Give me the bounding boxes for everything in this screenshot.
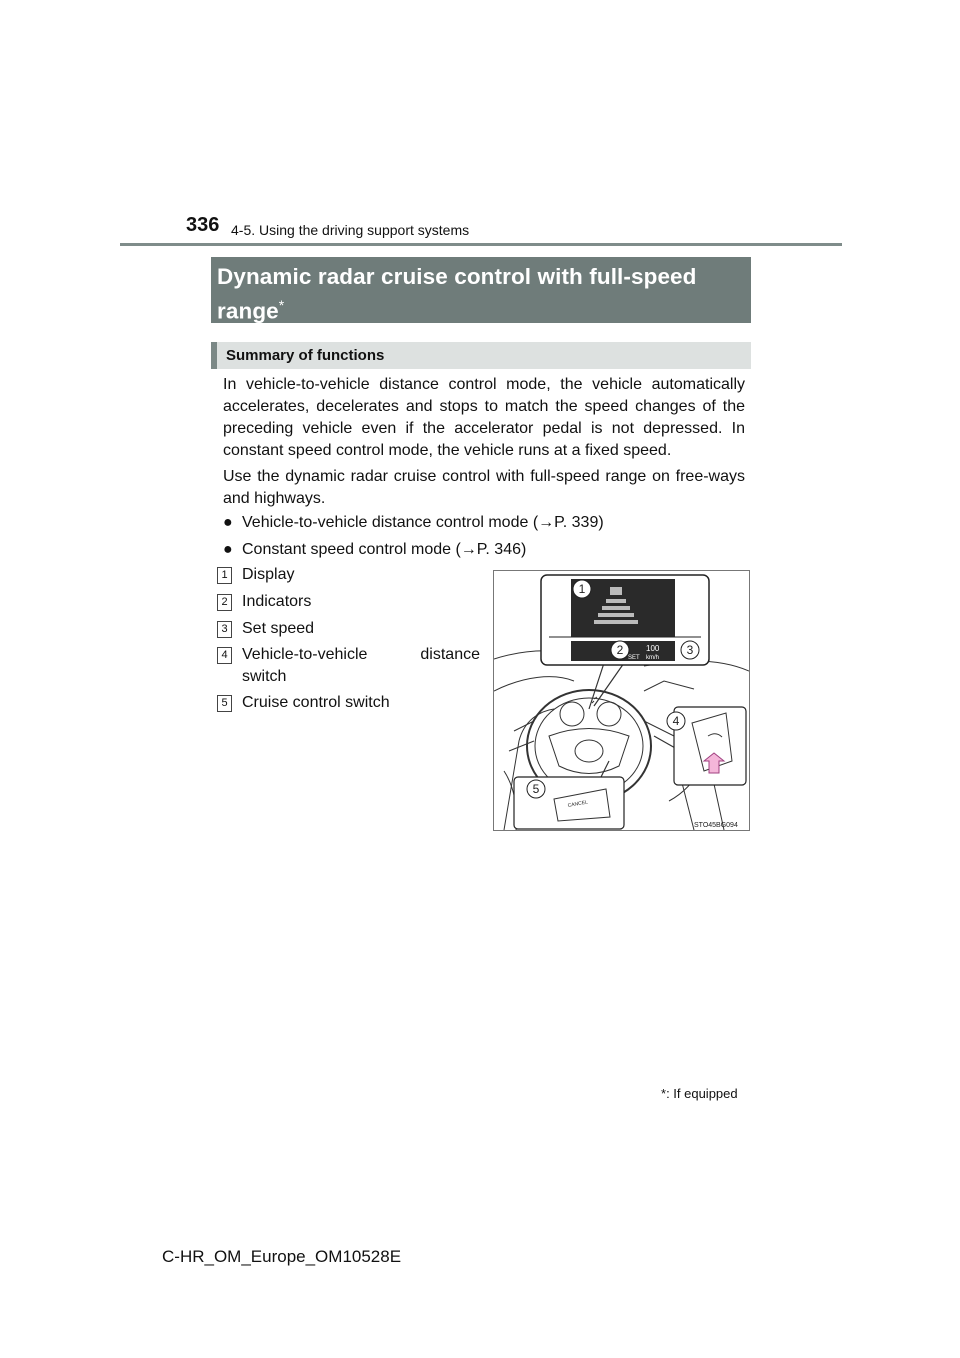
callout-number: 3 [686, 643, 694, 657]
cockpit-illustration [493, 570, 750, 831]
page-title [211, 257, 751, 323]
figure-code: STO45BG094 [694, 822, 738, 829]
lever-text: CANCEL [567, 799, 589, 809]
item-label: Cruise control switch [242, 694, 390, 711]
page-title-text: Dynamic radar cruise control with full-speed range [217, 264, 697, 324]
display-unit: km/h [646, 655, 660, 661]
item-number: 4 [217, 647, 232, 664]
paragraph: Use the dynamic radar cruise control with full-speed range on free-ways and highways. [223, 468, 745, 507]
display-speed: 100 [646, 644, 660, 653]
subheading: Summary of functions [211, 342, 751, 369]
bullet-item [223, 512, 604, 534]
callout-number: 5 [532, 782, 540, 796]
item-number: 1 [217, 567, 232, 584]
callout-number: 4 [672, 714, 680, 728]
title-asterisk: * [278, 297, 285, 313]
cockpit-drawing [494, 571, 749, 830]
bullet-item [223, 539, 526, 561]
item-label: Display [242, 566, 295, 583]
footnote [661, 1086, 738, 1101]
display-set: SET [628, 655, 640, 661]
item-number: 5 [217, 695, 232, 712]
header-rule [120, 243, 842, 246]
item-label-part: Vehicle-to-vehicle [242, 646, 368, 663]
item-label [242, 644, 480, 688]
section-title: 4-5. Using the driving support systems [231, 222, 470, 238]
bullet-text: Vehicle-to-vehicle distance control mode (→P. 339) [242, 514, 604, 531]
page-number: 336 [186, 214, 220, 236]
item-label: Indicators [242, 593, 312, 610]
bullet-text: Constant speed control mode (→P. 346) [242, 541, 527, 558]
paragraph: In vehicle-to-vehicle distance control mode, the vehicle automatically accelerates, decelerates and stops to match the speed changes of the preceding vehicle even if the accelerator pedal is not depressed. In constant speed control mode, the vehicle runs at a fixed speed. [223, 376, 745, 459]
item-number: 3 [217, 621, 232, 638]
callout-number: 2 [616, 643, 624, 657]
bullet-dot-icon: ● [223, 541, 233, 558]
item-label: Set speed [242, 620, 315, 637]
footer-code: C-HR_OM_Europe_OM10528E [162, 1247, 402, 1266]
callout-number: 1 [578, 582, 586, 596]
item-label-part: distance [420, 646, 480, 663]
item-label-part: switch [242, 668, 287, 685]
item-number: 2 [217, 594, 232, 611]
bullet-dot-icon: ● [223, 514, 233, 531]
footnote-asterisk: * [661, 1086, 667, 1101]
footnote-text: : If equipped [666, 1086, 738, 1101]
